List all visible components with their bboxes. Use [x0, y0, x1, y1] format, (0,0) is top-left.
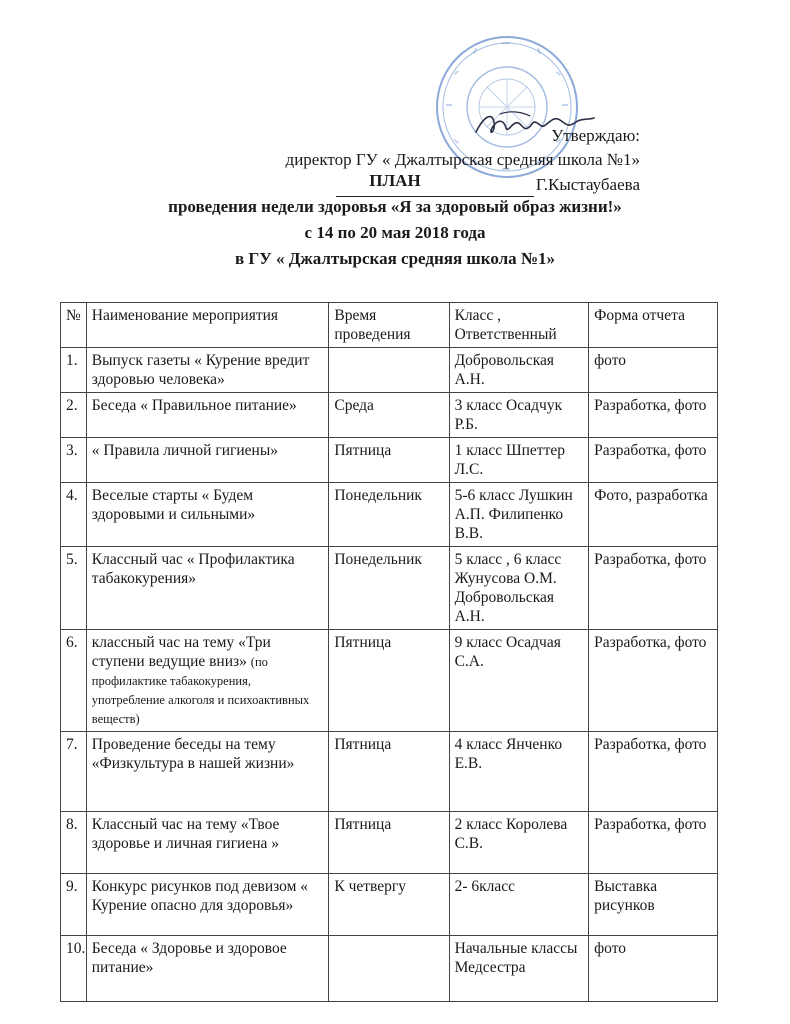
cell-class: Добровольская А.Н.: [449, 348, 589, 393]
cell-num: 5.: [61, 547, 87, 630]
cell-num: 3.: [61, 438, 87, 483]
cell-name: Классный час « Профилактика табакокурения»: [86, 547, 329, 630]
cell-report: Разработка, фото: [589, 732, 718, 812]
cell-num: 4.: [61, 483, 87, 547]
cell-time: Пятница: [329, 438, 449, 483]
cell-num: 1.: [61, 348, 87, 393]
cell-name-main: классный час на тему «Три ступени ведущие вниз»: [91, 634, 271, 670]
table-row: [61, 547, 718, 630]
cell-class: 5-6 класс Лушкин А.П. Филипенко В.В.: [449, 483, 589, 547]
cell-num: 8.: [61, 812, 87, 874]
cell-name: Веселые старты « Будем здоровыми и сильными»: [86, 483, 329, 547]
cell-report: Фото, разработка: [589, 483, 718, 547]
cell-class: Начальные классы Медсестра: [449, 936, 589, 1002]
cell-time: [329, 936, 449, 1002]
cell-time: Пятница: [329, 732, 449, 812]
header-time: Время проведения: [329, 303, 449, 348]
table-row: [61, 874, 718, 936]
title-line-school: в ГУ « Джалтырская средняя школа №1»: [235, 249, 555, 268]
cell-time: Среда: [329, 393, 449, 438]
cell-class: 2- 6класс: [449, 874, 589, 936]
cell-class: 5 класс , 6 класс Жунусова О.М. Добровольская А.Н.: [449, 547, 589, 630]
table-row: [61, 438, 718, 483]
table-row: [61, 630, 718, 732]
cell-report: Разработка, фото: [589, 630, 718, 732]
cell-report: Разработка, фото: [589, 438, 718, 483]
cell-name-note: (по профилактике табакокурения, употребление алкоголя и психоактивных веществ): [91, 655, 310, 726]
header-class: Класс , Ответственный: [449, 303, 589, 348]
cell-class: 3 класс Осадчук Р.Б.: [449, 393, 589, 438]
cell-class: 2 класс Королева С.В.: [449, 812, 589, 874]
cell-report: Разработка, фото: [589, 812, 718, 874]
cell-report: Выставка рисунков: [589, 874, 718, 936]
cell-time: [329, 348, 449, 393]
table-row: [61, 732, 718, 812]
table-header-row: [61, 303, 718, 348]
plan-table: [60, 302, 718, 1002]
cell-name: « Правила личной гигиены»: [86, 438, 329, 483]
cell-report: фото: [589, 936, 718, 1002]
cell-num: 7.: [61, 732, 87, 812]
table-row: [61, 812, 718, 874]
cell-name: [86, 630, 329, 732]
cell-name: Беседа « Здоровье и здоровое питание»: [86, 936, 329, 1002]
handwritten-signature-icon: [470, 106, 600, 140]
cell-class: 1 класс Шпеттер Л.С.: [449, 438, 589, 483]
cell-class: 4 класс Янченко Е.В.: [449, 732, 589, 812]
table-row: [61, 393, 718, 438]
cell-num: 2.: [61, 393, 87, 438]
cell-num: 10.: [61, 936, 87, 1002]
approval-name: Г.Кыстаубаева: [535, 175, 640, 194]
cell-time: К четвергу: [329, 874, 449, 936]
cell-name: Беседа « Правильное питание»: [86, 393, 329, 438]
cell-report: фото: [589, 348, 718, 393]
table-row: [61, 936, 718, 1002]
cell-time: Понедельник: [329, 483, 449, 547]
cell-time: Пятница: [329, 812, 449, 874]
cell-name: Проведение беседы на тему «Физкультура в нашей жизни»: [86, 732, 329, 812]
title-line-plan: ПЛАН: [369, 171, 421, 190]
header-name: Наименование мероприятия: [86, 303, 329, 348]
cell-num: 6.: [61, 630, 87, 732]
table-row: [61, 348, 718, 393]
cell-name: Конкурс рисунков под девизом « Курение опасно для здоровья»: [86, 874, 329, 936]
table-row: [61, 483, 718, 547]
header-report: Форма отчета: [589, 303, 718, 348]
cell-report: Разработка, фото: [589, 393, 718, 438]
cell-num: 9.: [61, 874, 87, 936]
cell-name: Классный час на тему «Твое здоровье и личная гигиена »: [86, 812, 329, 874]
document-title: [0, 168, 790, 272]
cell-class: 9 класс Осадчая С.А.: [449, 630, 589, 732]
cell-time: Пятница: [329, 630, 449, 732]
approval-position: директор ГУ « Джалтырская средняя школа №1»: [285, 150, 640, 169]
cell-time: Понедельник: [329, 547, 449, 630]
title-line-dates: с 14 по 20 мая 2018 года: [304, 223, 486, 242]
cell-report: Разработка, фото: [589, 547, 718, 630]
title-line-event: проведения недели здоровья «Я за здоровый образ жизни!»: [168, 197, 622, 216]
cell-name: Выпуск газеты « Курение вредит здоровью человека»: [86, 348, 329, 393]
approval-heading: Утверждаю:: [551, 126, 640, 145]
header-num: №: [61, 303, 87, 348]
